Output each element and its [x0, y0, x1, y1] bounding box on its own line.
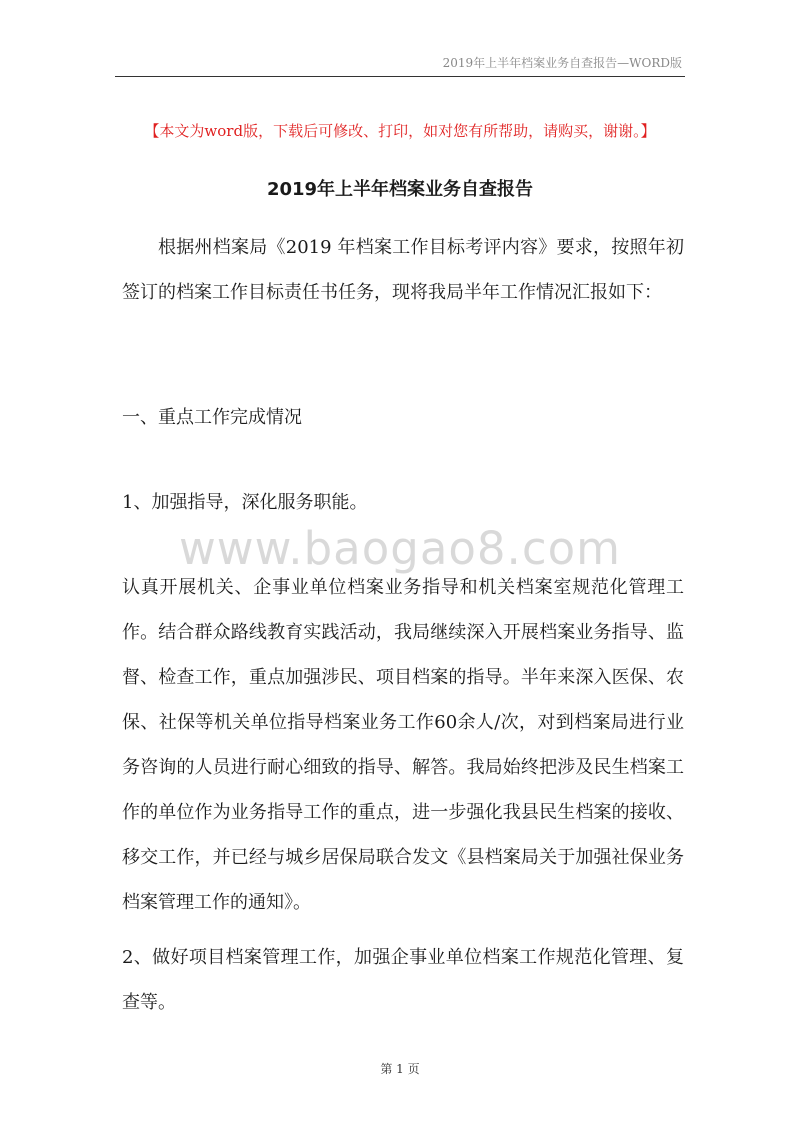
document-title: 2019年上半年档案业务自查报告 — [266, 179, 534, 200]
item-1-heading: 1、加强指导，深化服务职能。 — [122, 492, 368, 513]
section-heading: 一、重点工作完成情况 — [122, 407, 302, 428]
header-divider — [115, 76, 685, 77]
page-number: 第 1 页 — [380, 1062, 420, 1076]
purchase-notice: 【本文为word版，下载后可修改、打印，如对您有所帮助，请购买，谢谢。】 — [144, 122, 656, 140]
item-1-body: 认真开展机关、企事业单位档案业务指导和机关档案室规范化管理工作。结合群众路线教育实践活动，我局继续深入开展档案业务指导、监督、检查工作，重点加强涉民、项目档案的指导。半年来深入医保、农保、社保等机关单位指导档案业务工作60余人/次，对到档案局进行业务咨询的人员进行耐心细致的指导、解答。我局始终把涉及民生档案工作的单位作为业务指导工作的重点，进一步强化我县民生档案的接收、移交工作，并已经与城乡居保局联合发文《县档案局关于加强社保业务档案管理工作的通知》。 — [122, 577, 684, 913]
item-2-heading: 2、做好项目档案管理工作，加强企事业单位档案工作规范化管理、复查等。 — [122, 947, 684, 1013]
watermark: www.baogao8.com — [179, 522, 621, 575]
running-header: 2019年上半年档案业务自查报告—WORD版 — [442, 56, 682, 70]
intro-paragraph: 根据州档案局《2019 年档案工作目标考评内容》要求，按照年初签订的档案工作目标责任书任务，现将我局半年工作情况汇报如下： — [122, 237, 684, 303]
